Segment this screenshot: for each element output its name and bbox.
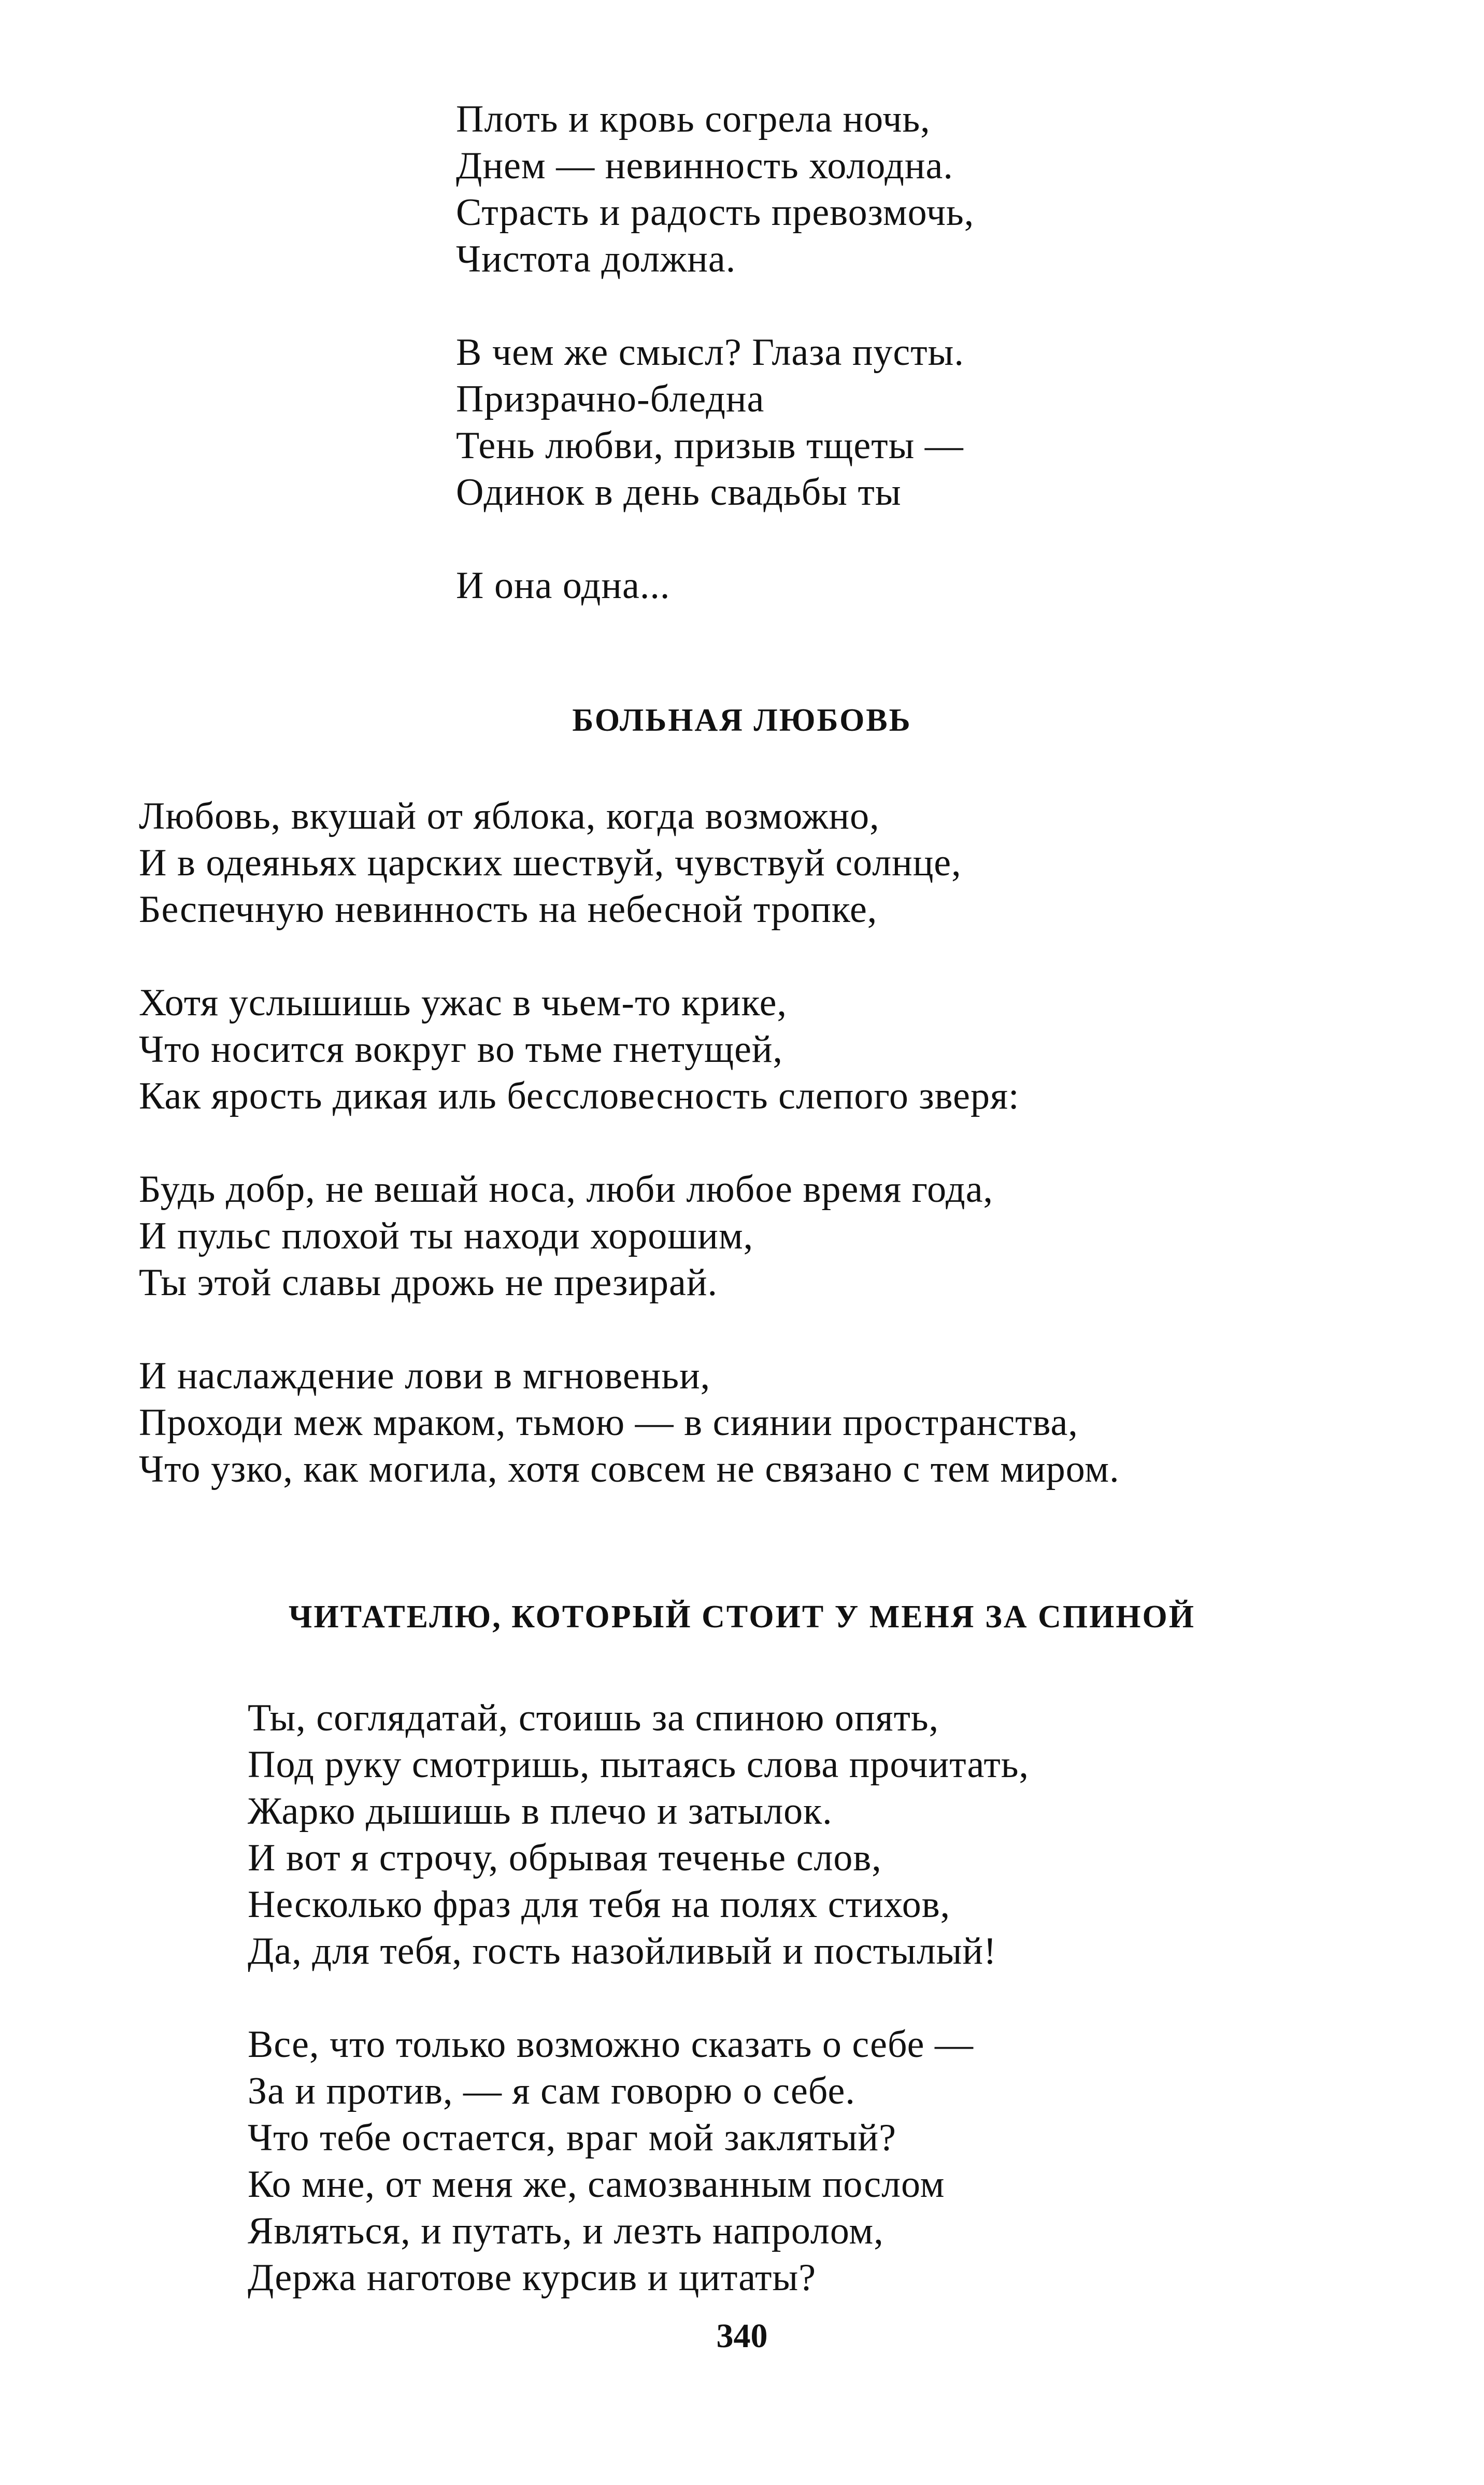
- verse-line: Чистота должна.: [456, 238, 736, 280]
- verse-line: В чем же смысл? Глаза пусты.: [456, 331, 964, 374]
- poem-2-stanza-1: [139, 793, 1120, 933]
- verse-line: Под руку смотришь, пытаясь слова прочитать,: [248, 1743, 1030, 1786]
- verse-line: Что тебе остается, враг мой заклятый?: [248, 2117, 896, 2159]
- verse-line: Беспечную невинность на небесной тропке,: [139, 888, 878, 931]
- poem-2-stanza-2: [139, 979, 1120, 1119]
- verse-line: За и против, — я сам говорю о себе.: [248, 2070, 855, 2112]
- verse-line: Страсть и радость превозмочь,: [456, 191, 975, 234]
- poem-1-stanza-3: [456, 562, 974, 609]
- verse-line: Держа наготове курсив и цитаты?: [248, 2256, 817, 2299]
- poem-2-stanza-4: [139, 1353, 1120, 1493]
- poem-3-stanza-1: [248, 1695, 1029, 1975]
- poem-3: [248, 1695, 1029, 2301]
- poem-1: [456, 96, 974, 609]
- verse-line: Что узко, как могила, хотя совсем не связано с тем миром.: [139, 1448, 1120, 1490]
- verse-line: Будь добр, не вешай носа, люби любое время года,: [139, 1168, 994, 1211]
- verse-line: Все, что только возможно сказать о себе —: [248, 2023, 974, 2066]
- verse-line: Хотя услышишь ужас в чьем-то крике,: [139, 982, 787, 1024]
- verse-line: Проходи меж мраком, тьмою — в сиянии пространства,: [139, 1401, 1078, 1444]
- poem-2: [139, 793, 1120, 1493]
- verse-line: Одинок в день свадьбы ты: [456, 471, 902, 514]
- verse-line: Ты, соглядатай, стоишь за спиною опять,: [248, 1697, 939, 1739]
- poem-2-stanza-3: [139, 1166, 1120, 1306]
- verse-line: И пульс плохой ты находи хорошим,: [139, 1215, 754, 1257]
- poem-3-stanza-2: [248, 2021, 1029, 2301]
- verse-line: И наслаждение лови в мгновеньи,: [139, 1355, 711, 1397]
- page-number: 340: [716, 2317, 768, 2355]
- poem-2-title: БОЛЬНАЯ ЛЮБОВЬ: [572, 703, 912, 738]
- verse-line: Тень любви, призыв тщеты —: [456, 424, 964, 467]
- verse-line: Несколько фраз для тебя на полях стихов,: [248, 1883, 951, 1926]
- verse-line: И в одеяньях царских шествуй, чувствуй солнце,: [139, 842, 962, 884]
- verse-line: Ко мне, от меня же, самозванным послом: [248, 2163, 945, 2206]
- verse-line: Днем — невинность холодна.: [456, 145, 953, 187]
- verse-line: Любовь, вкушай от яблока, когда возможно,: [139, 795, 880, 837]
- verse-line: Жарко дышишь в плечо и затылок.: [248, 1790, 833, 1833]
- verse-line: Являться, и путать, и лезть напролом,: [248, 2210, 884, 2252]
- verse-line: Как ярость дикая иль бессловесность слепого зверя:: [139, 1075, 1020, 1117]
- verse-line: Ты этой славы дрожь не презирай.: [139, 1261, 718, 1304]
- verse-line: Плоть и кровь согрела ночь,: [456, 98, 931, 140]
- verse-line: Призрачно-бледна: [456, 378, 765, 420]
- verse-line: И она одна...: [456, 564, 670, 607]
- verse-line: И вот я строчу, обрывая теченье слов,: [248, 1837, 882, 1879]
- verse-line: Что носится вокруг во тьме гнетущей,: [139, 1028, 783, 1071]
- poem-1-stanza-1: [456, 96, 974, 282]
- poem-3-title: ЧИТАТЕЛЮ, КОТОРЫЙ СТОИТ У МЕНЯ ЗА СПИНОЙ: [289, 1599, 1195, 1635]
- poem-1-stanza-2: [456, 329, 974, 516]
- verse-line: Да, для тебя, гость назойливый и постылый!: [248, 1930, 997, 1972]
